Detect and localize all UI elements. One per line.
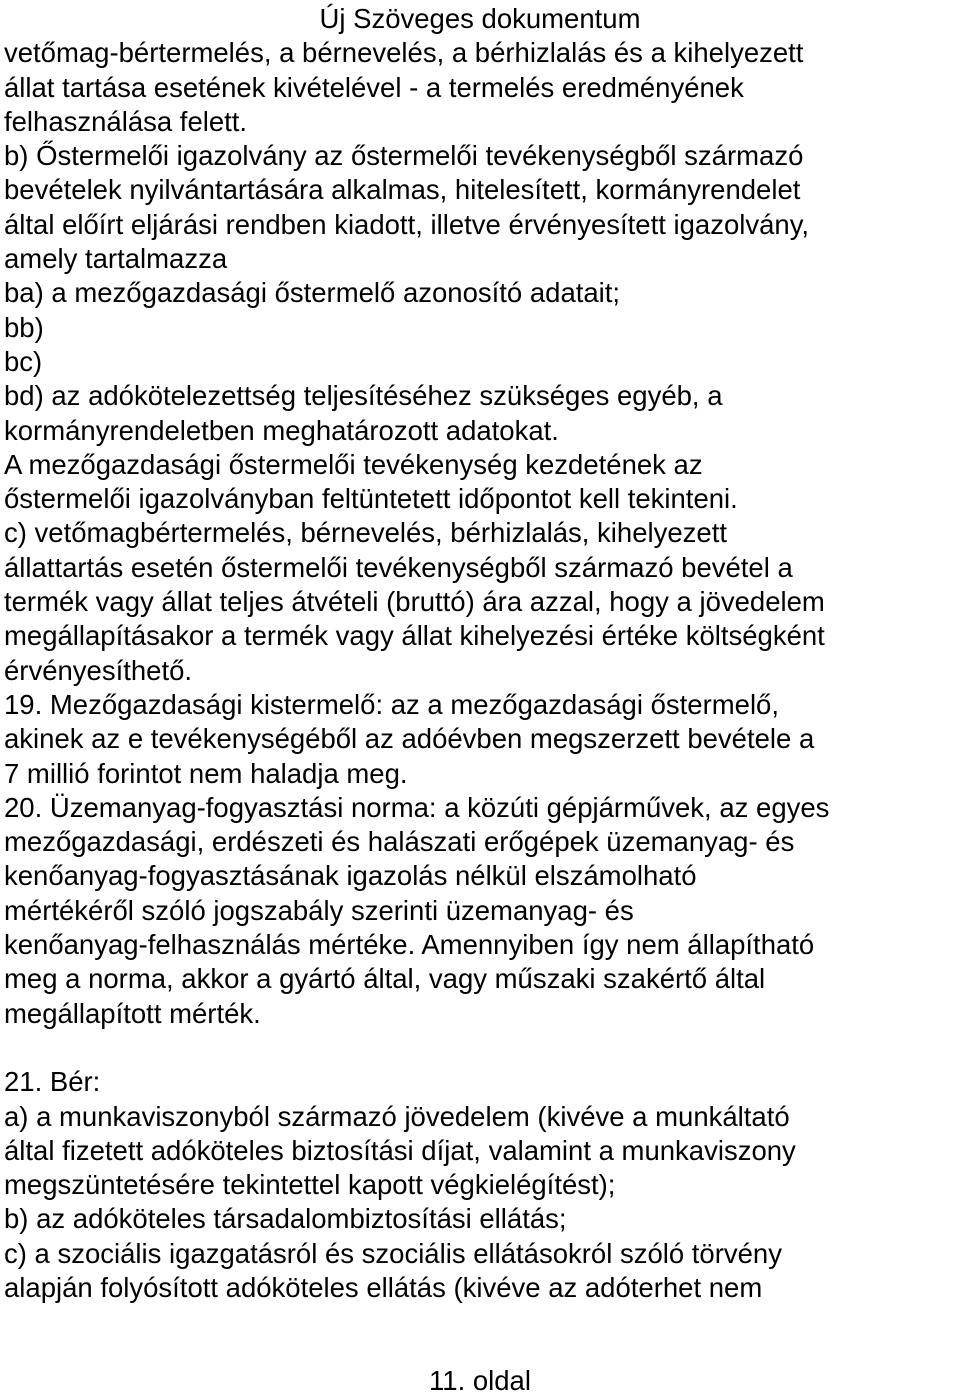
text-line: mértékéről szóló jogszabály szerinti üzemanyag- és: [4, 894, 634, 926]
text-line: 21. Bér:: [4, 1066, 101, 1098]
text-line: akinek az e tevékenységéből az adóévben megszerzett bevétele a: [4, 723, 815, 755]
text-line: vetőmag-bértermelés, a bérnevelés, a bérhizlalás és a kihelyezett: [4, 37, 804, 69]
text-line: által fizetett adóköteles biztosítási díjat, valamint a munkaviszony: [4, 1134, 796, 1166]
text-line: bd) az adókötelezettség teljesítéséhez szükséges egyéb, a: [4, 380, 723, 412]
document-body: [4, 36, 956, 1305]
text-line: A mezőgazdasági őstermelői tevékenység kezdetének az: [4, 448, 703, 480]
text-line: termék vagy állat teljes átvételi (bruttó) ára azzal, hogy a jövedelem: [4, 586, 825, 618]
text-line: mezőgazdasági, erdészeti és halászati erőgépek üzemanyag- és: [4, 826, 795, 858]
text-line: 7 millió forintot nem haladja meg.: [4, 757, 408, 789]
text-line: bevételek nyilvántartására alkalmas, hitelesített, kormányrendelet: [4, 174, 801, 206]
text-line: által előírt eljárási rendben kiadott, illetve érvényesített igazolvány,: [4, 208, 810, 240]
text-line: c) a szociális igazgatásról és szociális ellátásokról szóló törvény: [4, 1237, 782, 1269]
document-title: Új Szöveges dokumentum: [319, 3, 641, 34]
text-line: meg a norma, akkor a gyártó által, vagy műszaki szakértő által: [4, 963, 766, 995]
text-line: bb): [4, 311, 44, 343]
text-line: állattartás esetén őstermelői tevékenységből származó bevétel a: [4, 551, 793, 583]
text-line: ba) a mezőgazdasági őstermelő azonosító adatait;: [4, 277, 621, 309]
text-line: c) vetőmagbértermelés, bérnevelés, bérhizlalás, kihelyezett: [4, 517, 727, 549]
text-line: felhasználása felett.: [4, 105, 248, 137]
text-line: a) a munkaviszonyból származó jövedelem (kivéve a munkáltató: [4, 1100, 790, 1132]
text-line: b) az adóköteles társadalombiztosítási ellátás;: [4, 1203, 567, 1235]
text-line: őstermelői igazolványban feltüntetett időpontot kell tekinteni.: [4, 483, 738, 515]
text-line: kormányrendeletben meghatározott adatokat.: [4, 414, 559, 446]
text-line: érvényesíthető.: [4, 654, 193, 686]
page-number: 11. oldal: [429, 1365, 531, 1396]
blank-line: [4, 1031, 956, 1065]
text-line: b) Őstermelői igazolvány az őstermelői tevékenységből származó: [4, 140, 804, 172]
text-line: 19. Mezőgazdasági kistermelő: az a mezőgazdasági őstermelő,: [4, 688, 779, 720]
text-line: 20. Üzemanyag-fogyasztási norma: a közúti gépjárművek, az egyes: [4, 791, 830, 823]
text-line: alapján folyósított adóköteles ellátás (kivéve az adóterhet nem: [4, 1271, 763, 1303]
text-line: állat tartása esetének kivételével - a termelés eredményének: [4, 71, 744, 103]
text-line: megszüntetésére tekintettel kapott végkielégítést);: [4, 1169, 616, 1201]
text-line: kenőanyag-felhasználás mértéke. Amennyiben így nem állapítható: [4, 929, 815, 961]
text-line: bc): [4, 345, 43, 377]
text-line: kenőanyag-fogyasztásának igazolás nélkül elszámolható: [4, 860, 697, 892]
text-line: megállapításakor a termék vagy állat kihelyezési értéke költségként: [4, 620, 825, 652]
text-line: amely tartalmazza: [4, 243, 228, 275]
document-page: [4, 2, 956, 1305]
text-line: megállapított mérték.: [4, 997, 261, 1029]
